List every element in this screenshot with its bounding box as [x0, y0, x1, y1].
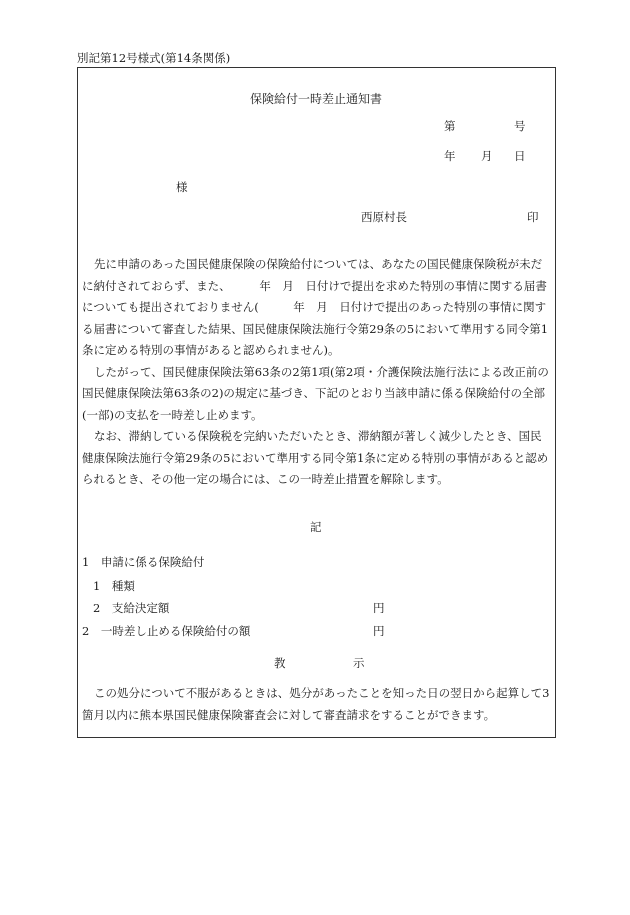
item-2-unit: 円 [373, 624, 385, 638]
date-year: 年 [444, 149, 456, 163]
paragraph-2: したがって、国民健康保険法第63条の2第1項(第2項・介護保険法施行法による改正前の国民健康保険法第63条の2)の規定に基づき、下記のとおり当該申請に係る保険給付の全部(一部)の支払を一時差し止めます。 [82, 364, 549, 422]
item-1-2: 2 支給決定額 [93, 601, 170, 615]
number-prefix: 第 [444, 119, 456, 133]
body-paragraphs [82, 254, 552, 491]
date-month: 月 [481, 149, 493, 163]
item-1-1: 1 種類 [93, 579, 135, 593]
kyoji-heading-right: 示 [353, 656, 365, 670]
seal-mark: 印 [527, 210, 539, 224]
item-2: 2 一時差し止める保険給付の額 [82, 624, 251, 638]
form-reference: 別記第12号様式(第14条関係) [77, 51, 231, 65]
kyoji-heading-left: 教 [274, 656, 286, 670]
paragraph-1: 先に申請のあった国民健康保険の保険給付については、あなたの国民健康保険税が未だに納付されておらず、また、 年 月 日付けで提出を求めた特別の事情に関する届書についても提出されておりません( 年 月 日付けで提出のあった特別の事情に関する届書について審査した結果、国民健康保険法施行令第29条の5において準用する同令第1条に定める特別の事情があると認められません)。 [82, 257, 549, 357]
number-suffix: 号 [514, 119, 526, 133]
kyoji-text: この処分について不服があるときは、処分があったことを知った日の翌日から起算して3箇月以内に熊本県国民健康保険審査会に対して審査請求をすることができます。 [82, 686, 550, 722]
date-day: 日 [514, 149, 526, 163]
paragraph-3: なお、滞納している保険税を完納いただいたとき、滞納額が著しく減少したとき、国民健康保険法施行令第29条の5において準用する同令第1条に定める特別の事情があると認められるとき、その他一定の場合には、この一時差止措置を解除します。 [82, 429, 549, 486]
item-1: 1 申請に係る保険給付 [82, 555, 205, 569]
addressee-suffix: 様 [176, 180, 188, 194]
sender-name: 西原村長 [361, 210, 407, 224]
item-1-2-unit: 円 [373, 601, 385, 615]
document-title: 保険給付一時差止通知書 [250, 92, 383, 106]
kyoji-text-block [82, 683, 552, 726]
ki-heading: 記 [310, 520, 322, 534]
